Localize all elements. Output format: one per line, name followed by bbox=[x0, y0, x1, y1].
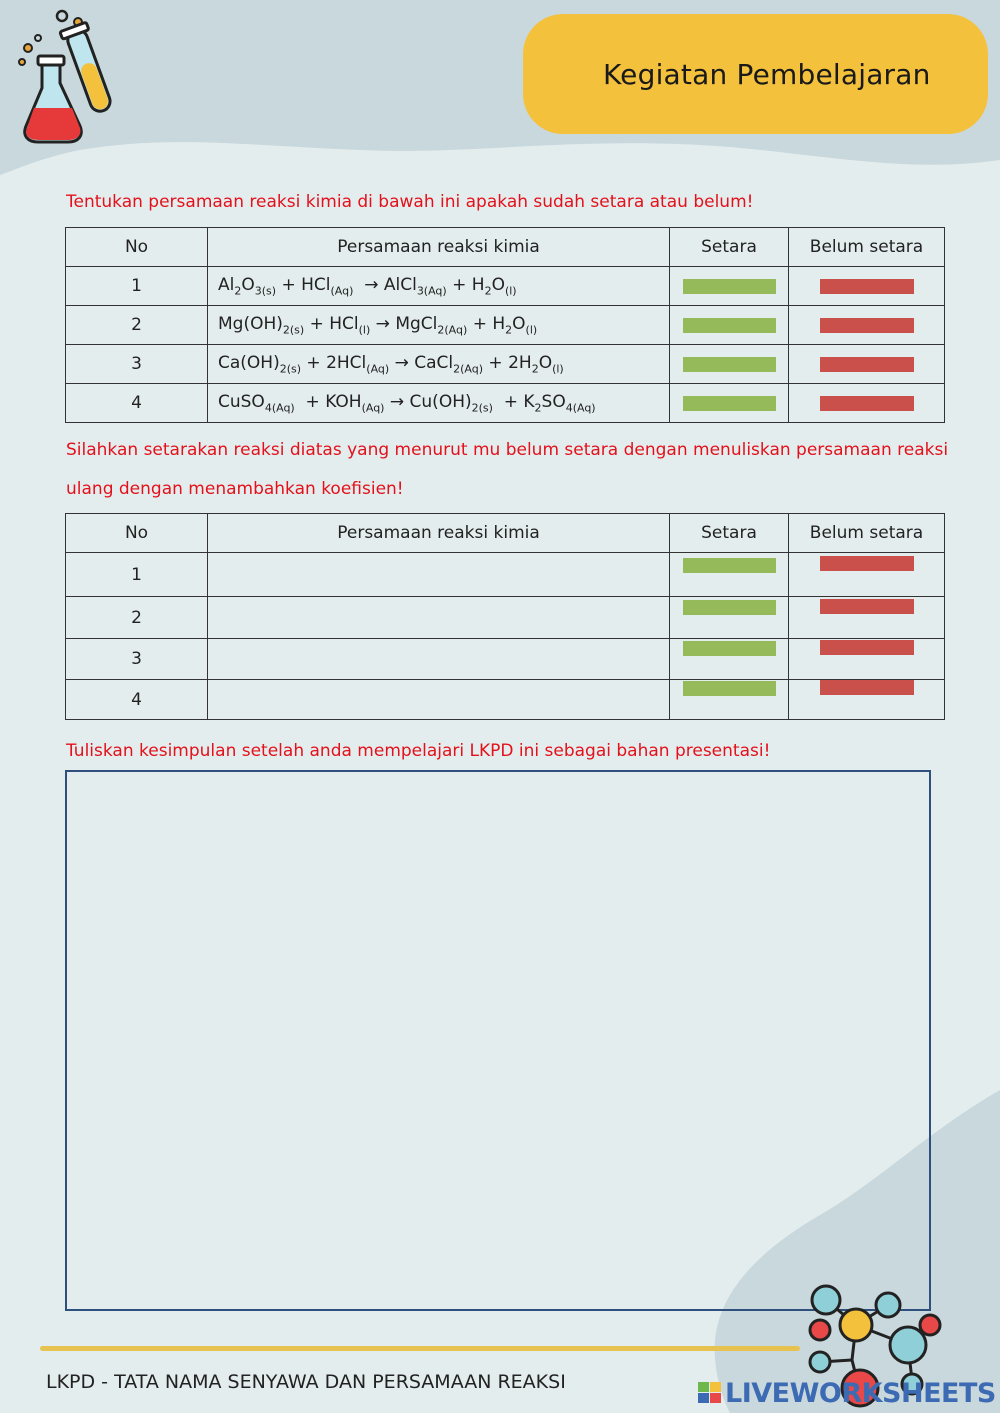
belum-setara-button[interactable] bbox=[820, 318, 914, 333]
belum-setara-button[interactable] bbox=[820, 279, 914, 294]
header-belum-setara: Belum setara bbox=[789, 228, 945, 267]
belum-setara-cell bbox=[789, 639, 945, 680]
reaction-equation: CuSO$_{4(Aq)}$ + $KOH_{(Aq)} \to Cu(OH)_{2(s)} + K_2SO_{4(Aq)}$ bbox=[208, 384, 670, 423]
conclusion-textarea[interactable] bbox=[65, 770, 931, 1311]
header-setara: Setara bbox=[670, 228, 789, 267]
table-row bbox=[66, 384, 945, 423]
setara-button[interactable] bbox=[683, 558, 776, 573]
reaction-equation: $Mg(OH)_{2(s)} + HCl_{(l)}$ → MgCl$_{2(Aq)}$ + $H_2O_{(l)}$ bbox=[208, 306, 670, 345]
instruction-2-line-2: ulang dengan menambahkan koefisien! bbox=[66, 479, 404, 499]
reaction-equation: $Ca(OH)_{2(s)} + 2HCl_{(Aq)}$ → CaCl$_{2(Aq)}$ + $2H_2O_{(l)}$ bbox=[208, 345, 670, 384]
footer-divider bbox=[40, 1346, 800, 1351]
setara-button[interactable] bbox=[683, 396, 776, 411]
page-title: Kegiatan Pembelajaran bbox=[603, 58, 931, 91]
reaction-table-2 bbox=[65, 513, 945, 720]
belum-setara-cell bbox=[789, 345, 945, 384]
test-tubes-icon bbox=[14, 8, 116, 148]
belum-setara-cell bbox=[789, 267, 945, 306]
liveworksheets-logo-icon bbox=[698, 1382, 722, 1404]
table-row bbox=[66, 267, 945, 306]
setara-cell bbox=[670, 384, 789, 423]
setara-cell bbox=[670, 680, 789, 720]
row-number: 4 bbox=[66, 680, 208, 720]
table-header-row bbox=[66, 514, 945, 553]
equation-input[interactable] bbox=[208, 680, 670, 720]
row-number: 2 bbox=[66, 306, 208, 345]
belum-setara-cell bbox=[789, 597, 945, 639]
belum-setara-cell bbox=[789, 306, 945, 345]
header-equation: Persamaan reaksi kimia bbox=[208, 228, 670, 267]
header-belum-setara: Belum setara bbox=[789, 514, 945, 553]
setara-button[interactable] bbox=[683, 279, 776, 294]
header-no: No bbox=[66, 228, 208, 267]
belum-setara-button[interactable] bbox=[820, 640, 914, 655]
setara-cell bbox=[670, 267, 789, 306]
setara-button[interactable] bbox=[683, 318, 776, 333]
reaction-equation: $Al_2O_{3(s)} + HCl_{(Aq)}$ → AlCl$_{3(Aq)}$ + $H_2O_{(l)}$ bbox=[208, 267, 670, 306]
row-number: 1 bbox=[66, 553, 208, 597]
belum-setara-cell bbox=[789, 384, 945, 423]
setara-button[interactable] bbox=[683, 641, 776, 656]
belum-setara-cell bbox=[789, 680, 945, 720]
belum-setara-cell bbox=[789, 553, 945, 597]
table-row bbox=[66, 680, 945, 720]
table-row bbox=[66, 345, 945, 384]
table-row bbox=[66, 597, 945, 639]
table-row bbox=[66, 306, 945, 345]
equation-input[interactable] bbox=[208, 597, 670, 639]
equation-input[interactable] bbox=[208, 553, 670, 597]
reaction-table-1 bbox=[65, 227, 945, 423]
setara-cell bbox=[670, 345, 789, 384]
row-number: 3 bbox=[66, 639, 208, 680]
row-number: 2 bbox=[66, 597, 208, 639]
setara-cell bbox=[670, 306, 789, 345]
table-header-row bbox=[66, 228, 945, 267]
instruction-1: Tentukan persamaan reaksi kimia di bawah ini apakah sudah setara atau belum! bbox=[66, 192, 754, 212]
equation-input[interactable] bbox=[208, 639, 670, 680]
belum-setara-button[interactable] bbox=[820, 680, 914, 695]
belum-setara-button[interactable] bbox=[820, 357, 914, 372]
belum-setara-button[interactable] bbox=[820, 599, 914, 614]
row-number: 4 bbox=[66, 384, 208, 423]
header-setara: Setara bbox=[670, 514, 789, 553]
instruction-3: Tuliskan kesimpulan setelah anda mempelajari LKPD ini sebagai bahan presentasi! bbox=[66, 741, 771, 761]
liveworksheets-watermark: LIVEWORKSHEETS bbox=[725, 1378, 996, 1409]
setara-cell bbox=[670, 597, 789, 639]
setara-cell bbox=[670, 639, 789, 680]
setara-button[interactable] bbox=[683, 600, 776, 615]
belum-setara-button[interactable] bbox=[820, 556, 914, 571]
table-row bbox=[66, 553, 945, 597]
setara-cell bbox=[670, 553, 789, 597]
setara-button[interactable] bbox=[683, 681, 776, 696]
header-no: No bbox=[66, 514, 208, 553]
header-equation: Persamaan reaksi kimia bbox=[208, 514, 670, 553]
setara-button[interactable] bbox=[683, 357, 776, 372]
row-number: 3 bbox=[66, 345, 208, 384]
table-row bbox=[66, 639, 945, 680]
row-number: 1 bbox=[66, 267, 208, 306]
instruction-2-line-1: Silahkan setarakan reaksi diatas yang menurut mu belum setara dengan menuliskan persamaan reaksi bbox=[66, 440, 949, 460]
belum-setara-button[interactable] bbox=[820, 396, 914, 411]
footer-label: LKPD - TATA NAMA SENYAWA DAN PERSAMAAN REAKSI bbox=[46, 1371, 566, 1393]
